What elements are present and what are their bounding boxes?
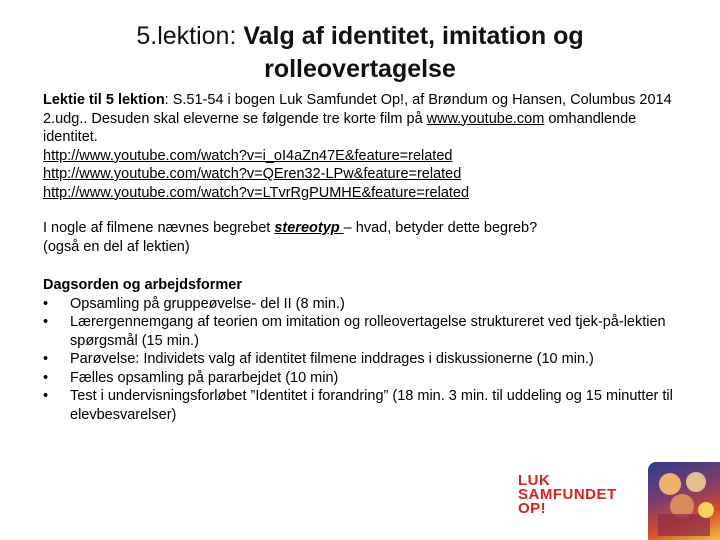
bullet-icon: • — [43, 388, 49, 404]
bullet-icon: • — [43, 295, 49, 312]
logo-wordmark — [518, 474, 648, 516]
agenda-item — [43, 350, 683, 369]
question-text-before: I nogle af filmene nævnes begrebet — [43, 220, 275, 236]
question-term: stereotyp — [274, 220, 344, 236]
bullet-icon: • — [43, 369, 49, 386]
agenda-item — [43, 387, 683, 424]
video-link-2-row — [43, 165, 683, 184]
video-link-2[interactable]: http://www.youtube.com/watch?v=QEren32-LPw&feature=related — [43, 166, 462, 182]
agenda-item — [43, 369, 683, 388]
agenda-heading: Dagsorden og arbejdsformer — [43, 277, 243, 293]
question-paragraph — [43, 219, 683, 238]
agenda-item — [43, 313, 683, 350]
slide-title-prefix: 5.lektion: — [136, 22, 244, 50]
agenda-item-text: Fælles opsamling på pararbejdet (10 min) — [70, 369, 339, 386]
agenda-item — [43, 295, 683, 314]
spacer — [43, 202, 683, 219]
video-link-3-row — [43, 184, 683, 203]
agenda-item-text: Parøvelse: Individets valg af identitet filmene inddrages i diskussionerne (10 min.) — [70, 351, 594, 367]
slide-title-main: Valg af identitet, imitation og rolleovertagelse — [243, 22, 584, 83]
book-cover-art-icon — [648, 462, 720, 540]
agenda-item-text: Lærergennemgang af teorien om imitation og rolleovertagelse struktureret ved tjek-på-lektien spørgsmål (15 min.) — [70, 314, 666, 349]
agenda-list — [43, 295, 683, 425]
video-link-1[interactable]: http://www.youtube.com/watch?v=i_oI4aZn47E&feature=related — [43, 147, 453, 164]
slide-title — [60, 20, 660, 86]
question-note: (også en del af lektien) — [43, 238, 190, 255]
homework-text: : S.51-54 i bogen Luk Samfundet Op!, af Brøndum og Hansen, Columbus 2014 2.udg.. Desuden skal eleverne se følgende tre korte film på — [43, 92, 672, 127]
spacer — [43, 256, 683, 276]
logo-line-3: OP! — [518, 500, 547, 517]
youtube-site-link[interactable]: www.youtube.com — [426, 110, 545, 127]
homework-label: Lektie til 5 lektion — [43, 92, 165, 108]
agenda-item-text: Opsamling på gruppeøvelse- del II (8 min.) — [70, 295, 345, 312]
book-logo — [510, 462, 720, 540]
logo-line-2: SAMFUNDET — [518, 486, 617, 503]
video-link-1-row — [43, 147, 683, 166]
slide-body — [43, 91, 683, 424]
book-cover-image — [648, 462, 720, 540]
logo-line-1: LUK — [518, 472, 551, 489]
agenda-item-text: Test i undervisningsforløbet ”Identitet i forandring” (18 min. 3 min. til uddeling og 15 minutter til elevbesvarelser) — [70, 388, 673, 423]
question-text-after: – hvad, betyder dette begreb? — [343, 220, 538, 236]
homework-paragraph — [43, 91, 683, 147]
bullet-icon: • — [43, 351, 49, 367]
homework-text-after: omhandlende identitet. — [43, 110, 637, 145]
bullet-icon: • — [43, 314, 49, 330]
video-link-3[interactable]: http://www.youtube.com/watch?v=LTvrRgPUMHE&feature=related — [43, 184, 470, 201]
